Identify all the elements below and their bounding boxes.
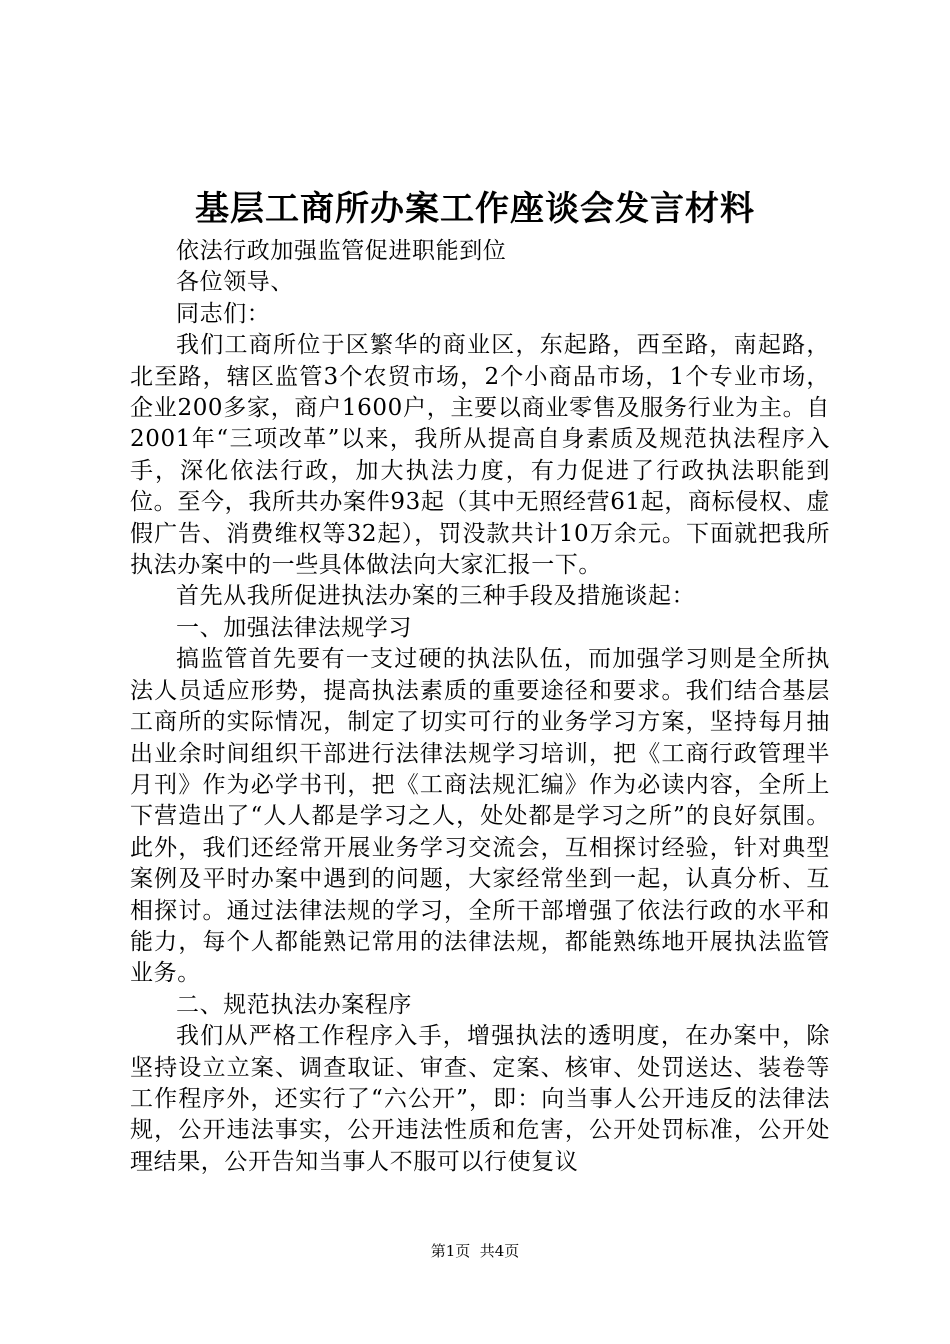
transition-paragraph: 首先从我所促进执法办案的三种手段及措施谈起： [176, 583, 696, 610]
salutation-comrades: 同志们： [176, 300, 271, 327]
subtitle-paragraph: 依法行政加强监管促进职能到位 [176, 238, 507, 264]
document-body [130, 236, 830, 1178]
section-1-paragraph: 搞监管首先要有一支过硬的执法队伍，而加强学习则是全所执法人员适应形势，提高执法素质的重要途径和要求。我们结合基层工商所的实际情况，制定了切实可行的业务学习方案，坚持每月抽出业余时间组织干部进行法律法规学习培训，把《工商行政管理半月刊》作为必学书刊，把《工商法规汇编》作为必读内容，全所上下营造出了“人人都是学习之人，处处都是学习之所”的良好氛围。此外，我们还经常开展业务学习交流会，互相探讨经验，针对典型案例及平时办案中遇到的问题，大家经常坐到一起，认真分析、互相探讨。通过法律法规的学习，全所干部增强了依法行政的水平和能力，每个人都能熟记常用的法律法规，都能熟练地开展执法监管业务。 [130, 646, 830, 987]
intro-paragraph: 我们工商所位于区繁华的商业区，东起路，西至路，南起路，北至路，辖区监管3个农贸市场，2个小商品市场，1个专业市场，企业200多家，商户1600户，主要以商业零售及服务行业为主。自2001年“三项改革”以来，我所从提高自身素质及规范执法程序入手，深化依法行政，加大执法力度，有力促进了行政执法职能到位。至今，我所共办案件93起（其中无照经营61起，商标侵权、虚假广告、消费维权等32起），罚没款共计10万余元。下面就把我所执法办案中的一些具体做法向大家汇报一下。 [130, 332, 830, 579]
section-heading-2: 二、规范执法办案程序 [176, 991, 412, 1018]
page-footer: 第1页 共4页 [430, 1242, 520, 1260]
document-title: 基层工商所办案工作座谈会发言材料 [195, 189, 755, 229]
section-2-paragraph: 我们从严格工作程序入手，增强执法的透明度，在办案中，除坚持设立立案、调查取证、审查、定案、核审、处罚送达、装卷等工作程序外，还实行了“六公开”，即：向当事人公开违反的法律法规，公开违法事实，公开违法性质和危害，公开处罚标准，公开处理结果，公开告知当事人不服可以行使复议 [130, 1023, 830, 1175]
section-heading-1: 一、加强法律法规学习 [176, 614, 412, 641]
salutation-leaders: 各位领导、 [176, 269, 294, 296]
